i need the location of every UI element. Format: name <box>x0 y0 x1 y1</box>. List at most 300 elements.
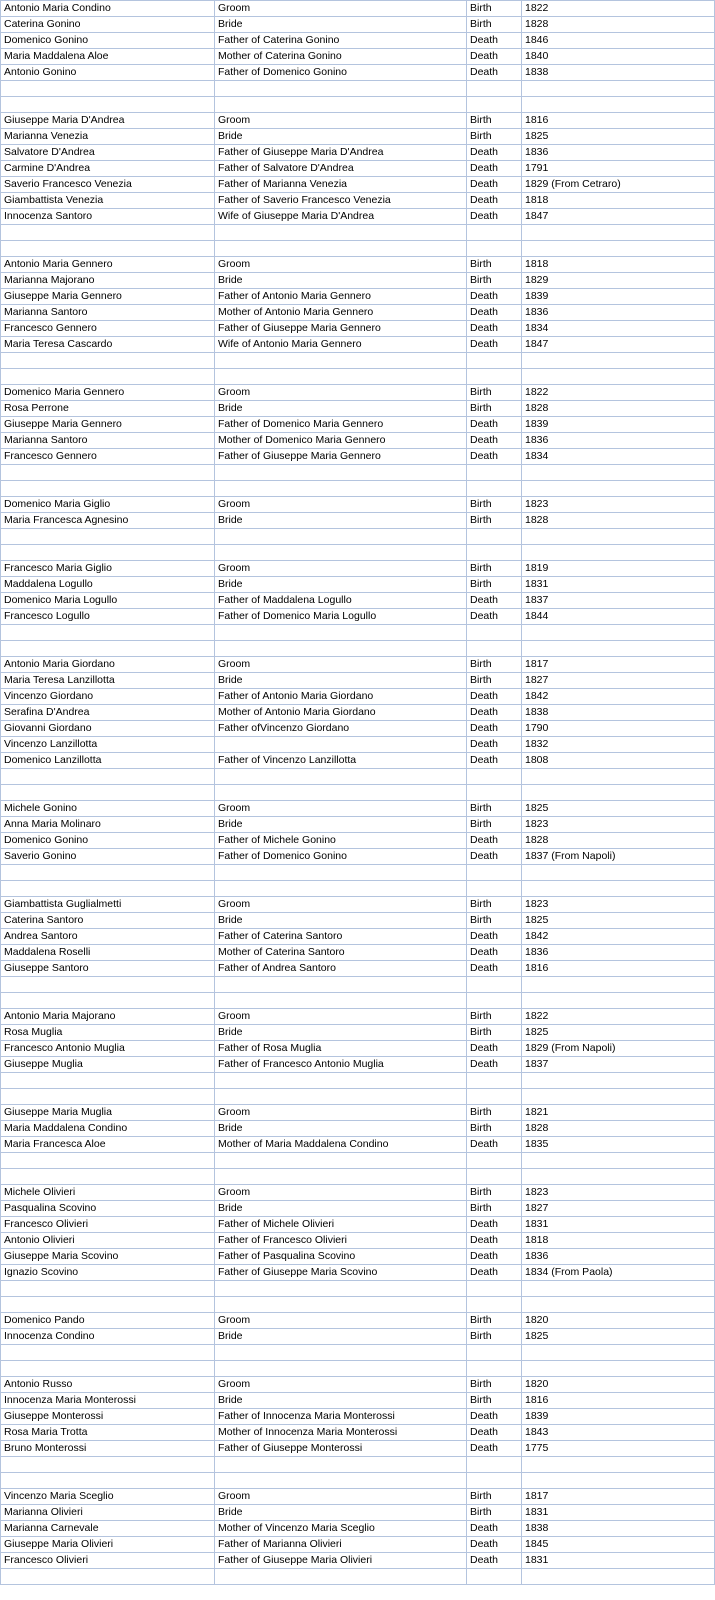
event-type-cell[interactable] <box>467 1297 522 1313</box>
year-cell[interactable]: 1836 <box>522 145 715 161</box>
event-type-cell[interactable]: Birth <box>467 1 522 17</box>
relationship-cell[interactable] <box>215 737 467 753</box>
person-name-cell[interactable]: Giovanni Giordano <box>1 721 215 737</box>
relationship-cell[interactable]: Groom <box>215 385 467 401</box>
event-type-cell[interactable]: Death <box>467 177 522 193</box>
event-type-cell[interactable] <box>467 481 522 497</box>
relationship-cell[interactable]: Father of Francesco Antonio Muglia <box>215 1057 467 1073</box>
year-cell[interactable]: 1791 <box>522 161 715 177</box>
event-type-cell[interactable]: Death <box>467 1553 522 1569</box>
year-cell[interactable]: 1840 <box>522 49 715 65</box>
year-cell[interactable]: 1839 <box>522 1409 715 1425</box>
year-cell[interactable]: 1818 <box>522 193 715 209</box>
event-type-cell[interactable] <box>467 369 522 385</box>
year-cell[interactable]: 1823 <box>522 817 715 833</box>
relationship-cell[interactable]: Mother of Vincenzo Maria Sceglio <box>215 1521 467 1537</box>
year-cell[interactable] <box>522 1457 715 1473</box>
year-cell[interactable]: 1828 <box>522 401 715 417</box>
person-name-cell[interactable]: Domenico Lanzillotta <box>1 753 215 769</box>
event-type-cell[interactable] <box>467 625 522 641</box>
event-type-cell[interactable]: Death <box>467 161 522 177</box>
event-type-cell[interactable]: Death <box>467 33 522 49</box>
relationship-cell[interactable]: Groom <box>215 1489 467 1505</box>
year-cell[interactable]: 1847 <box>522 209 715 225</box>
relationship-cell[interactable]: Father of Michele Gonino <box>215 833 467 849</box>
person-name-cell[interactable]: Antonio Maria Majorano <box>1 1009 215 1025</box>
year-cell[interactable]: 1834 <box>522 449 715 465</box>
event-type-cell[interactable]: Death <box>467 1233 522 1249</box>
event-type-cell[interactable]: Death <box>467 1249 522 1265</box>
person-name-cell[interactable]: Antonio Russo <box>1 1377 215 1393</box>
relationship-cell[interactable]: Bride <box>215 1329 467 1345</box>
year-cell[interactable]: 1775 <box>522 1441 715 1457</box>
year-cell[interactable]: 1831 <box>522 577 715 593</box>
event-type-cell[interactable] <box>467 1153 522 1169</box>
event-type-cell[interactable] <box>467 1473 522 1489</box>
person-name-cell[interactable]: Giambattista Guglialmetti <box>1 897 215 913</box>
year-cell[interactable]: 1838 <box>522 1521 715 1537</box>
relationship-cell[interactable] <box>215 465 467 481</box>
year-cell[interactable]: 1842 <box>522 929 715 945</box>
event-type-cell[interactable]: Birth <box>467 1121 522 1137</box>
year-cell[interactable] <box>522 241 715 257</box>
person-name-cell[interactable] <box>1 1089 215 1105</box>
event-type-cell[interactable]: Birth <box>467 577 522 593</box>
person-name-cell[interactable] <box>1 1473 215 1489</box>
person-name-cell[interactable] <box>1 353 215 369</box>
person-name-cell[interactable]: Antonio Gonino <box>1 65 215 81</box>
event-type-cell[interactable]: Birth <box>467 1505 522 1521</box>
event-type-cell[interactable]: Birth <box>467 385 522 401</box>
person-name-cell[interactable]: Michele Gonino <box>1 801 215 817</box>
relationship-cell[interactable]: Father of Giuseppe Maria Olivieri <box>215 1553 467 1569</box>
year-cell[interactable] <box>522 1089 715 1105</box>
year-cell[interactable]: 1827 <box>522 1201 715 1217</box>
year-cell[interactable]: 1829 (From Napoli) <box>522 1041 715 1057</box>
relationship-cell[interactable] <box>215 1473 467 1489</box>
person-name-cell[interactable]: Maria Maddalena Condino <box>1 1121 215 1137</box>
person-name-cell[interactable] <box>1 529 215 545</box>
person-name-cell[interactable]: Marianna Carnevale <box>1 1521 215 1537</box>
relationship-cell[interactable]: Bride <box>215 401 467 417</box>
year-cell[interactable] <box>522 1361 715 1377</box>
person-name-cell[interactable] <box>1 1073 215 1089</box>
year-cell[interactable]: 1825 <box>522 1025 715 1041</box>
year-cell[interactable]: 1836 <box>522 305 715 321</box>
relationship-cell[interactable]: Groom <box>215 1185 467 1201</box>
year-cell[interactable] <box>522 865 715 881</box>
person-name-cell[interactable]: Giuseppe Santoro <box>1 961 215 977</box>
event-type-cell[interactable]: Death <box>467 593 522 609</box>
relationship-cell[interactable]: Groom <box>215 561 467 577</box>
relationship-cell[interactable] <box>215 1297 467 1313</box>
event-type-cell[interactable]: Birth <box>467 129 522 145</box>
relationship-cell[interactable]: Father of Domenico Maria Gennero <box>215 417 467 433</box>
event-type-cell[interactable] <box>467 241 522 257</box>
person-name-cell[interactable]: Marianna Santoro <box>1 433 215 449</box>
event-type-cell[interactable]: Birth <box>467 113 522 129</box>
person-name-cell[interactable] <box>1 1281 215 1297</box>
event-type-cell[interactable]: Death <box>467 1425 522 1441</box>
relationship-cell[interactable]: Father of Vincenzo Lanzillotta <box>215 753 467 769</box>
person-name-cell[interactable] <box>1 1297 215 1313</box>
relationship-cell[interactable]: Father of Giuseppe Maria D'Andrea <box>215 145 467 161</box>
person-name-cell[interactable] <box>1 545 215 561</box>
year-cell[interactable]: 1832 <box>522 737 715 753</box>
relationship-cell[interactable]: Father of Marianna Venezia <box>215 177 467 193</box>
person-name-cell[interactable]: Giambattista Venezia <box>1 193 215 209</box>
person-name-cell[interactable]: Francesco Antonio Muglia <box>1 1041 215 1057</box>
relationship-cell[interactable] <box>215 865 467 881</box>
event-type-cell[interactable]: Death <box>467 689 522 705</box>
year-cell[interactable] <box>522 529 715 545</box>
year-cell[interactable]: 1834 <box>522 321 715 337</box>
person-name-cell[interactable] <box>1 993 215 1009</box>
relationship-cell[interactable]: Father of Francesco Olivieri <box>215 1233 467 1249</box>
person-name-cell[interactable]: Giuseppe Maria Olivieri <box>1 1537 215 1553</box>
person-name-cell[interactable]: Maddalena Logullo <box>1 577 215 593</box>
person-name-cell[interactable]: Giuseppe Maria D'Andrea <box>1 113 215 129</box>
event-type-cell[interactable] <box>467 641 522 657</box>
event-type-cell[interactable]: Birth <box>467 1393 522 1409</box>
relationship-cell[interactable] <box>215 353 467 369</box>
person-name-cell[interactable] <box>1 1153 215 1169</box>
event-type-cell[interactable]: Birth <box>467 561 522 577</box>
person-name-cell[interactable]: Antonio Maria Giordano <box>1 657 215 673</box>
person-name-cell[interactable]: Giuseppe Maria Gennero <box>1 289 215 305</box>
relationship-cell[interactable] <box>215 97 467 113</box>
person-name-cell[interactable]: Francesco Olivieri <box>1 1217 215 1233</box>
person-name-cell[interactable] <box>1 97 215 113</box>
person-name-cell[interactable]: Ignazio Scovino <box>1 1265 215 1281</box>
event-type-cell[interactable]: Death <box>467 609 522 625</box>
year-cell[interactable]: 1836 <box>522 1249 715 1265</box>
event-type-cell[interactable]: Birth <box>467 1489 522 1505</box>
year-cell[interactable] <box>522 977 715 993</box>
person-name-cell[interactable]: Rosa Perrone <box>1 401 215 417</box>
person-name-cell[interactable]: Domenico Maria Giglio <box>1 497 215 513</box>
person-name-cell[interactable]: Antonio Olivieri <box>1 1233 215 1249</box>
relationship-cell[interactable]: Father of Giuseppe Monterossi <box>215 1441 467 1457</box>
person-name-cell[interactable]: Domenico Maria Gennero <box>1 385 215 401</box>
year-cell[interactable]: 1818 <box>522 257 715 273</box>
person-name-cell[interactable]: Andrea Santoro <box>1 929 215 945</box>
year-cell[interactable]: 1831 <box>522 1505 715 1521</box>
person-name-cell[interactable]: Giuseppe Monterossi <box>1 1409 215 1425</box>
year-cell[interactable] <box>522 785 715 801</box>
person-name-cell[interactable]: Marianna Venezia <box>1 129 215 145</box>
event-type-cell[interactable]: Death <box>467 433 522 449</box>
year-cell[interactable]: 1820 <box>522 1377 715 1393</box>
relationship-cell[interactable]: Bride <box>215 1025 467 1041</box>
person-name-cell[interactable] <box>1 369 215 385</box>
relationship-cell[interactable]: Father of Innocenza Maria Monterossi <box>215 1409 467 1425</box>
person-name-cell[interactable] <box>1 785 215 801</box>
relationship-cell[interactable]: Father of Giuseppe Maria Gennero <box>215 449 467 465</box>
year-cell[interactable] <box>522 545 715 561</box>
person-name-cell[interactable]: Saverio Gonino <box>1 849 215 865</box>
person-name-cell[interactable]: Marianna Olivieri <box>1 1505 215 1521</box>
person-name-cell[interactable]: Innocenza Condino <box>1 1329 215 1345</box>
year-cell[interactable] <box>522 1345 715 1361</box>
relationship-cell[interactable]: Groom <box>215 1105 467 1121</box>
relationship-cell[interactable]: Father of Marianna Olivieri <box>215 1537 467 1553</box>
person-name-cell[interactable]: Rosa Maria Trotta <box>1 1425 215 1441</box>
event-type-cell[interactable]: Death <box>467 705 522 721</box>
event-type-cell[interactable] <box>467 1457 522 1473</box>
relationship-cell[interactable]: Mother of Antonio Maria Giordano <box>215 705 467 721</box>
relationship-cell[interactable]: Father of Domenico Gonino <box>215 849 467 865</box>
person-name-cell[interactable]: Francesco Logullo <box>1 609 215 625</box>
person-name-cell[interactable]: Domenico Maria Logullo <box>1 593 215 609</box>
event-type-cell[interactable]: Death <box>467 945 522 961</box>
person-name-cell[interactable]: Salvatore D'Andrea <box>1 145 215 161</box>
relationship-cell[interactable]: Bride <box>215 913 467 929</box>
relationship-cell[interactable]: Bride <box>215 1393 467 1409</box>
year-cell[interactable] <box>522 1281 715 1297</box>
relationship-cell[interactable]: Mother of Caterina Santoro <box>215 945 467 961</box>
event-type-cell[interactable] <box>467 865 522 881</box>
person-name-cell[interactable] <box>1 1569 215 1585</box>
relationship-cell[interactable] <box>215 977 467 993</box>
event-type-cell[interactable]: Birth <box>467 913 522 929</box>
event-type-cell[interactable]: Death <box>467 961 522 977</box>
event-type-cell[interactable]: Birth <box>467 497 522 513</box>
event-type-cell[interactable]: Birth <box>467 1025 522 1041</box>
relationship-cell[interactable]: Bride <box>215 817 467 833</box>
year-cell[interactable]: 1822 <box>522 385 715 401</box>
person-name-cell[interactable] <box>1 1361 215 1377</box>
person-name-cell[interactable]: Francesco Gennero <box>1 321 215 337</box>
person-name-cell[interactable] <box>1 1169 215 1185</box>
person-name-cell[interactable]: Vincenzo Lanzillotta <box>1 737 215 753</box>
event-type-cell[interactable]: Birth <box>467 273 522 289</box>
event-type-cell[interactable]: Birth <box>467 897 522 913</box>
relationship-cell[interactable]: Mother of Innocenza Maria Monterossi <box>215 1425 467 1441</box>
relationship-cell[interactable]: Father of Maddalena Logullo <box>215 593 467 609</box>
year-cell[interactable]: 1827 <box>522 673 715 689</box>
relationship-cell[interactable]: Groom <box>215 1377 467 1393</box>
relationship-cell[interactable] <box>215 369 467 385</box>
relationship-cell[interactable]: Father of Giuseppe Maria Scovino <box>215 1265 467 1281</box>
person-name-cell[interactable]: Giuseppe Maria Gennero <box>1 417 215 433</box>
person-name-cell[interactable]: Michele Olivieri <box>1 1185 215 1201</box>
event-type-cell[interactable] <box>467 977 522 993</box>
event-type-cell[interactable]: Birth <box>467 1201 522 1217</box>
relationship-cell[interactable]: Groom <box>215 497 467 513</box>
event-type-cell[interactable]: Death <box>467 1057 522 1073</box>
person-name-cell[interactable]: Antonio Maria Gennero <box>1 257 215 273</box>
year-cell[interactable] <box>522 1073 715 1089</box>
relationship-cell[interactable] <box>215 625 467 641</box>
person-name-cell[interactable]: Marianna Majorano <box>1 273 215 289</box>
person-name-cell[interactable]: Anna Maria Molinaro <box>1 817 215 833</box>
person-name-cell[interactable] <box>1 881 215 897</box>
event-type-cell[interactable]: Death <box>467 337 522 353</box>
year-cell[interactable]: 1831 <box>522 1217 715 1233</box>
person-name-cell[interactable]: Maria Teresa Lanzillotta <box>1 673 215 689</box>
relationship-cell[interactable]: Bride <box>215 273 467 289</box>
year-cell[interactable]: 1842 <box>522 689 715 705</box>
relationship-cell[interactable] <box>215 241 467 257</box>
event-type-cell[interactable]: Death <box>467 193 522 209</box>
person-name-cell[interactable] <box>1 81 215 97</box>
person-name-cell[interactable]: Antonio Maria Condino <box>1 1 215 17</box>
year-cell[interactable]: 1819 <box>522 561 715 577</box>
relationship-cell[interactable]: Bride <box>215 1121 467 1137</box>
year-cell[interactable]: 1836 <box>522 433 715 449</box>
year-cell[interactable]: 1834 (From Paola) <box>522 1265 715 1281</box>
person-name-cell[interactable] <box>1 1345 215 1361</box>
relationship-cell[interactable]: Father of Caterina Santoro <box>215 929 467 945</box>
year-cell[interactable]: 1825 <box>522 129 715 145</box>
person-name-cell[interactable]: Bruno Monterossi <box>1 1441 215 1457</box>
relationship-cell[interactable] <box>215 1281 467 1297</box>
event-type-cell[interactable] <box>467 1169 522 1185</box>
event-type-cell[interactable]: Birth <box>467 257 522 273</box>
year-cell[interactable]: 1822 <box>522 1009 715 1025</box>
year-cell[interactable] <box>522 1153 715 1169</box>
year-cell[interactable]: 1846 <box>522 33 715 49</box>
relationship-cell[interactable] <box>215 481 467 497</box>
year-cell[interactable] <box>522 225 715 241</box>
person-name-cell[interactable] <box>1 225 215 241</box>
person-name-cell[interactable] <box>1 1457 215 1473</box>
relationship-cell[interactable] <box>215 1361 467 1377</box>
event-type-cell[interactable]: Death <box>467 929 522 945</box>
relationship-cell[interactable]: Father of Antonio Maria Giordano <box>215 689 467 705</box>
person-name-cell[interactable]: Giuseppe Maria Scovino <box>1 1249 215 1265</box>
relationship-cell[interactable]: Father of Saverio Francesco Venezia <box>215 193 467 209</box>
person-name-cell[interactable]: Francesco Gennero <box>1 449 215 465</box>
person-name-cell[interactable] <box>1 481 215 497</box>
event-type-cell[interactable]: Death <box>467 449 522 465</box>
year-cell[interactable] <box>522 97 715 113</box>
year-cell[interactable] <box>522 465 715 481</box>
event-type-cell[interactable]: Birth <box>467 1377 522 1393</box>
relationship-cell[interactable]: Groom <box>215 113 467 129</box>
event-type-cell[interactable]: Death <box>467 1441 522 1457</box>
year-cell[interactable]: 1835 <box>522 1137 715 1153</box>
year-cell[interactable]: 1816 <box>522 113 715 129</box>
relationship-cell[interactable] <box>215 1153 467 1169</box>
relationship-cell[interactable]: Bride <box>215 1505 467 1521</box>
person-name-cell[interactable]: Pasqualina Scovino <box>1 1201 215 1217</box>
year-cell[interactable] <box>522 81 715 97</box>
event-type-cell[interactable]: Death <box>467 289 522 305</box>
relationship-cell[interactable]: Father of Andrea Santoro <box>215 961 467 977</box>
year-cell[interactable]: 1825 <box>522 913 715 929</box>
relationship-cell[interactable]: Father ofVincenzo Giordano <box>215 721 467 737</box>
relationship-cell[interactable]: Father of Pasqualina Scovino <box>215 1249 467 1265</box>
event-type-cell[interactable]: Death <box>467 1217 522 1233</box>
person-name-cell[interactable]: Domenico Gonino <box>1 33 215 49</box>
year-cell[interactable]: 1831 <box>522 1553 715 1569</box>
person-name-cell[interactable] <box>1 465 215 481</box>
event-type-cell[interactable]: Death <box>467 1137 522 1153</box>
event-type-cell[interactable] <box>467 785 522 801</box>
relationship-cell[interactable]: Father of Giuseppe Maria Gennero <box>215 321 467 337</box>
year-cell[interactable]: 1816 <box>522 1393 715 1409</box>
relationship-cell[interactable]: Father of Rosa Muglia <box>215 1041 467 1057</box>
year-cell[interactable]: 1828 <box>522 17 715 33</box>
relationship-cell[interactable] <box>215 1089 467 1105</box>
person-name-cell[interactable]: Carmine D'Andrea <box>1 161 215 177</box>
event-type-cell[interactable]: Death <box>467 1537 522 1553</box>
relationship-cell[interactable] <box>215 993 467 1009</box>
person-name-cell[interactable]: Innocenza Maria Monterossi <box>1 1393 215 1409</box>
year-cell[interactable] <box>522 353 715 369</box>
event-type-cell[interactable] <box>467 545 522 561</box>
event-type-cell[interactable] <box>467 225 522 241</box>
relationship-cell[interactable]: Mother of Maria Maddalena Condino <box>215 1137 467 1153</box>
relationship-cell[interactable]: Bride <box>215 577 467 593</box>
year-cell[interactable]: 1839 <box>522 289 715 305</box>
event-type-cell[interactable]: Death <box>467 49 522 65</box>
event-type-cell[interactable] <box>467 529 522 545</box>
person-name-cell[interactable] <box>1 769 215 785</box>
relationship-cell[interactable]: Bride <box>215 17 467 33</box>
person-name-cell[interactable]: Maria Francesca Agnesino <box>1 513 215 529</box>
person-name-cell[interactable]: Francesco Olivieri <box>1 1553 215 1569</box>
person-name-cell[interactable]: Vincenzo Giordano <box>1 689 215 705</box>
event-type-cell[interactable]: Death <box>467 1409 522 1425</box>
relationship-cell[interactable] <box>215 545 467 561</box>
relationship-cell[interactable]: Father of Domenico Maria Logullo <box>215 609 467 625</box>
event-type-cell[interactable] <box>467 1281 522 1297</box>
person-name-cell[interactable]: Francesco Maria Giglio <box>1 561 215 577</box>
relationship-cell[interactable]: Father of Domenico Gonino <box>215 65 467 81</box>
event-type-cell[interactable] <box>467 353 522 369</box>
year-cell[interactable] <box>522 1297 715 1313</box>
year-cell[interactable]: 1821 <box>522 1105 715 1121</box>
event-type-cell[interactable]: Death <box>467 1041 522 1057</box>
relationship-cell[interactable] <box>215 81 467 97</box>
year-cell[interactable]: 1844 <box>522 609 715 625</box>
relationship-cell[interactable] <box>215 641 467 657</box>
year-cell[interactable]: 1825 <box>522 801 715 817</box>
relationship-cell[interactable]: Father of Michele Olivieri <box>215 1217 467 1233</box>
event-type-cell[interactable]: Birth <box>467 1105 522 1121</box>
year-cell[interactable]: 1825 <box>522 1329 715 1345</box>
person-name-cell[interactable] <box>1 625 215 641</box>
event-type-cell[interactable]: Birth <box>467 1313 522 1329</box>
relationship-cell[interactable] <box>215 881 467 897</box>
year-cell[interactable]: 1838 <box>522 705 715 721</box>
year-cell[interactable]: 1808 <box>522 753 715 769</box>
year-cell[interactable]: 1843 <box>522 1425 715 1441</box>
event-type-cell[interactable]: Death <box>467 1521 522 1537</box>
year-cell[interactable]: 1837 <box>522 593 715 609</box>
event-type-cell[interactable]: Death <box>467 833 522 849</box>
event-type-cell[interactable]: Death <box>467 321 522 337</box>
year-cell[interactable]: 1818 <box>522 1233 715 1249</box>
person-name-cell[interactable] <box>1 241 215 257</box>
person-name-cell[interactable]: Maria Maddalena Aloe <box>1 49 215 65</box>
person-name-cell[interactable]: Rosa Muglia <box>1 1025 215 1041</box>
year-cell[interactable]: 1822 <box>522 1 715 17</box>
year-cell[interactable]: 1816 <box>522 961 715 977</box>
year-cell[interactable] <box>522 369 715 385</box>
year-cell[interactable]: 1817 <box>522 1489 715 1505</box>
year-cell[interactable]: 1839 <box>522 417 715 433</box>
event-type-cell[interactable]: Death <box>467 145 522 161</box>
person-name-cell[interactable] <box>1 977 215 993</box>
event-type-cell[interactable] <box>467 769 522 785</box>
person-name-cell[interactable]: Marianna Santoro <box>1 305 215 321</box>
person-name-cell[interactable]: Domenico Gonino <box>1 833 215 849</box>
year-cell[interactable]: 1790 <box>522 721 715 737</box>
